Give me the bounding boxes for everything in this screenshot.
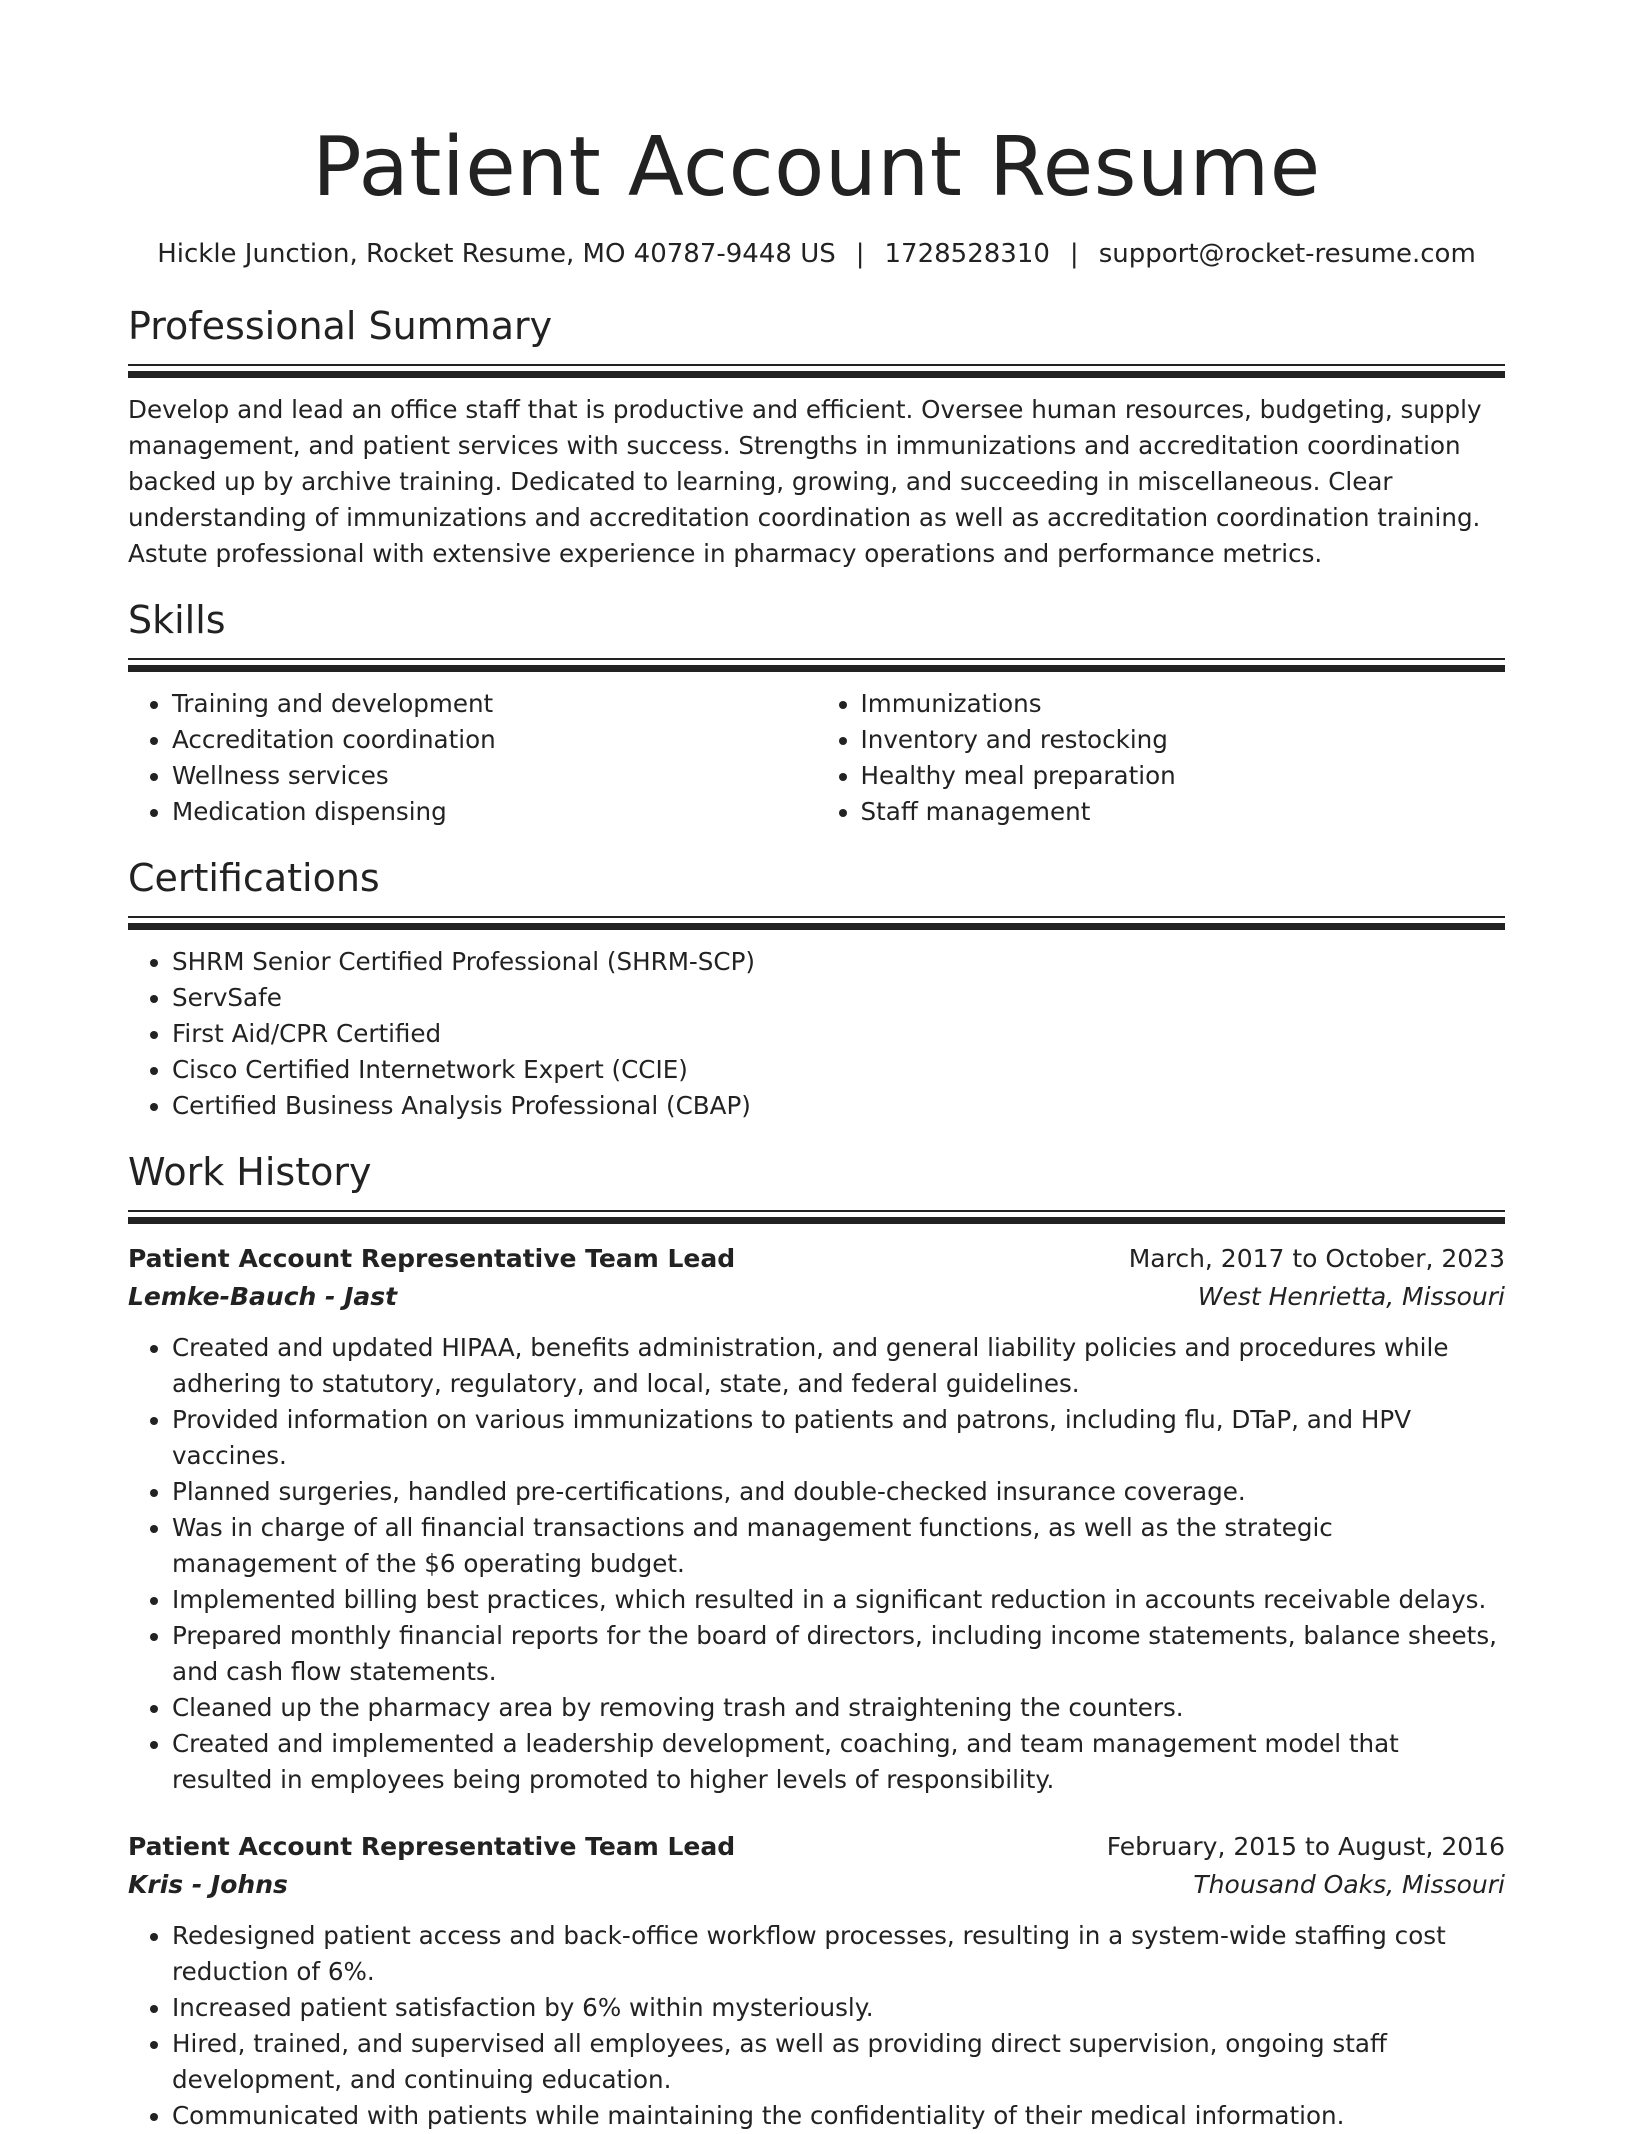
job-duty-item: • Redesigned patient access and back-office workflow processes, resulting in a system-wide staffing cost reduction of 6%. xyxy=(172,1918,1505,1990)
contact-address: Hickle Junction, Rocket Resume, MO 40787-9448 US xyxy=(157,239,836,269)
job-header-row xyxy=(128,1828,1505,1866)
contact-email: support@rocket-resume.com xyxy=(1098,239,1476,269)
skill-item: • Training and development xyxy=(172,686,817,722)
skill-item: • Medication dispensing xyxy=(172,794,817,830)
skill-item: • Immunizations xyxy=(861,686,1506,722)
job-entry xyxy=(128,1240,1505,1798)
job-duty-item: • Prepared monthly financial reports for the board of directors, including income statements, balance sheets, and cash flow statements. xyxy=(172,1618,1505,1690)
job-duty-item: • Cleaned up the pharmacy area by removing trash and straightening the counters. xyxy=(172,1690,1505,1726)
contact-phone: 1728528310 xyxy=(884,239,1050,269)
job-company-row xyxy=(128,1866,1505,1904)
job-dates: March, 2017 to October, 2023 xyxy=(1128,1244,1505,1273)
job-title: Patient Account Representative Team Lead xyxy=(128,1244,736,1273)
contact-separator: | xyxy=(855,239,865,269)
skill-item: • Inventory and restocking xyxy=(861,722,1506,758)
job-duties-list xyxy=(128,1918,1505,2134)
job-dates: February, 2015 to August, 2016 xyxy=(1106,1832,1505,1861)
contact-line xyxy=(128,236,1505,272)
section-heading-summary: Professional Summary xyxy=(128,304,553,348)
resume-title: Patient Account Resume xyxy=(312,120,1321,215)
job-header-row xyxy=(128,1240,1505,1278)
certifications-section xyxy=(128,852,1505,1124)
job-duty-item: • Created and implemented a leadership development, coaching, and team management model that resulted in employees being promoted to higher levels of responsibility. xyxy=(172,1726,1505,1798)
job-location: West Henrietta, Missouri xyxy=(1197,1282,1505,1311)
job-duty-item: • Provided information on various immunizations to patients and patrons, including flu, DTaP, and HPV vaccines. xyxy=(172,1402,1505,1474)
section-divider xyxy=(128,1210,1505,1224)
professional-summary-section xyxy=(128,300,1505,572)
skills-grid xyxy=(128,686,1505,830)
job-company: Lemke-Bauch - Jast xyxy=(128,1282,398,1311)
job-duty-item: • Created and updated HIPAA, benefits administration, and general liability policies and procedures while adhering to statutory, regulatory, and local, state, and federal guidelines. xyxy=(172,1330,1505,1402)
section-divider xyxy=(128,364,1505,378)
job-entry xyxy=(128,1828,1505,2134)
job-duty-item: • Implemented billing best practices, which resulted in a significant reduction in accounts receivable delays. xyxy=(172,1582,1505,1618)
section-heading-work-history: Work History xyxy=(128,1150,372,1194)
skill-item: • Wellness services xyxy=(172,758,817,794)
summary-text: Develop and lead an office staff that is productive and efficient. Oversee human resources, budgeting, supply management, and patient services with success. Strengths in immunizations and accreditation coordination backed up by archive training. Dedicated to learning, growing, and succeeding in miscellaneous. Clear understanding of immunizations and accreditation coordination as well as accreditation coordination training. Astute professional with extensive experience in pharmacy operations and performance metrics. xyxy=(128,395,1482,568)
skills-list-right xyxy=(817,686,1506,830)
work-history-section xyxy=(128,1146,1505,2134)
contact-separator: | xyxy=(1069,239,1079,269)
skill-item: • Healthy meal preparation xyxy=(861,758,1506,794)
job-title: Patient Account Representative Team Lead xyxy=(128,1832,736,1861)
certification-item: • ServSafe xyxy=(172,980,1505,1016)
job-duty-item: • Planned surgeries, handled pre-certifications, and double-checked insurance coverage. xyxy=(172,1474,1505,1510)
certifications-list xyxy=(128,944,1505,1124)
section-divider xyxy=(128,916,1505,930)
job-company-row xyxy=(128,1278,1505,1316)
job-duty-item: • Hired, trained, and supervised all employees, as well as providing direct supervision, ongoing staff development, and continuing education. xyxy=(172,2026,1505,2098)
skill-item: • Staff management xyxy=(861,794,1506,830)
section-divider xyxy=(128,658,1505,672)
certification-item: • First Aid/CPR Certified xyxy=(172,1016,1505,1052)
job-duty-item: • Communicated with patients while maintaining the confidentiality of their medical information. xyxy=(172,2098,1505,2134)
skill-item: • Accreditation coordination xyxy=(172,722,817,758)
section-heading-skills: Skills xyxy=(128,598,226,642)
job-location: Thousand Oaks, Missouri xyxy=(1193,1870,1505,1899)
section-heading-certifications: Certifications xyxy=(128,856,380,900)
job-company: Kris - Johns xyxy=(128,1870,288,1899)
job-duty-item: • Increased patient satisfaction by 6% within mysteriously. xyxy=(172,1990,1505,2026)
job-duties-list xyxy=(128,1330,1505,1798)
skills-list-left xyxy=(128,686,817,830)
certification-item: • Cisco Certified Internetwork Expert (CCIE) xyxy=(172,1052,1505,1088)
job-duty-item: • Was in charge of all financial transactions and management functions, as well as the strategic management of the $6 operating budget. xyxy=(172,1510,1505,1582)
certification-item: • Certified Business Analysis Professional (CBAP) xyxy=(172,1088,1505,1124)
certification-item: • SHRM Senior Certified Professional (SHRM-SCP) xyxy=(172,944,1505,980)
skills-section xyxy=(128,594,1505,830)
